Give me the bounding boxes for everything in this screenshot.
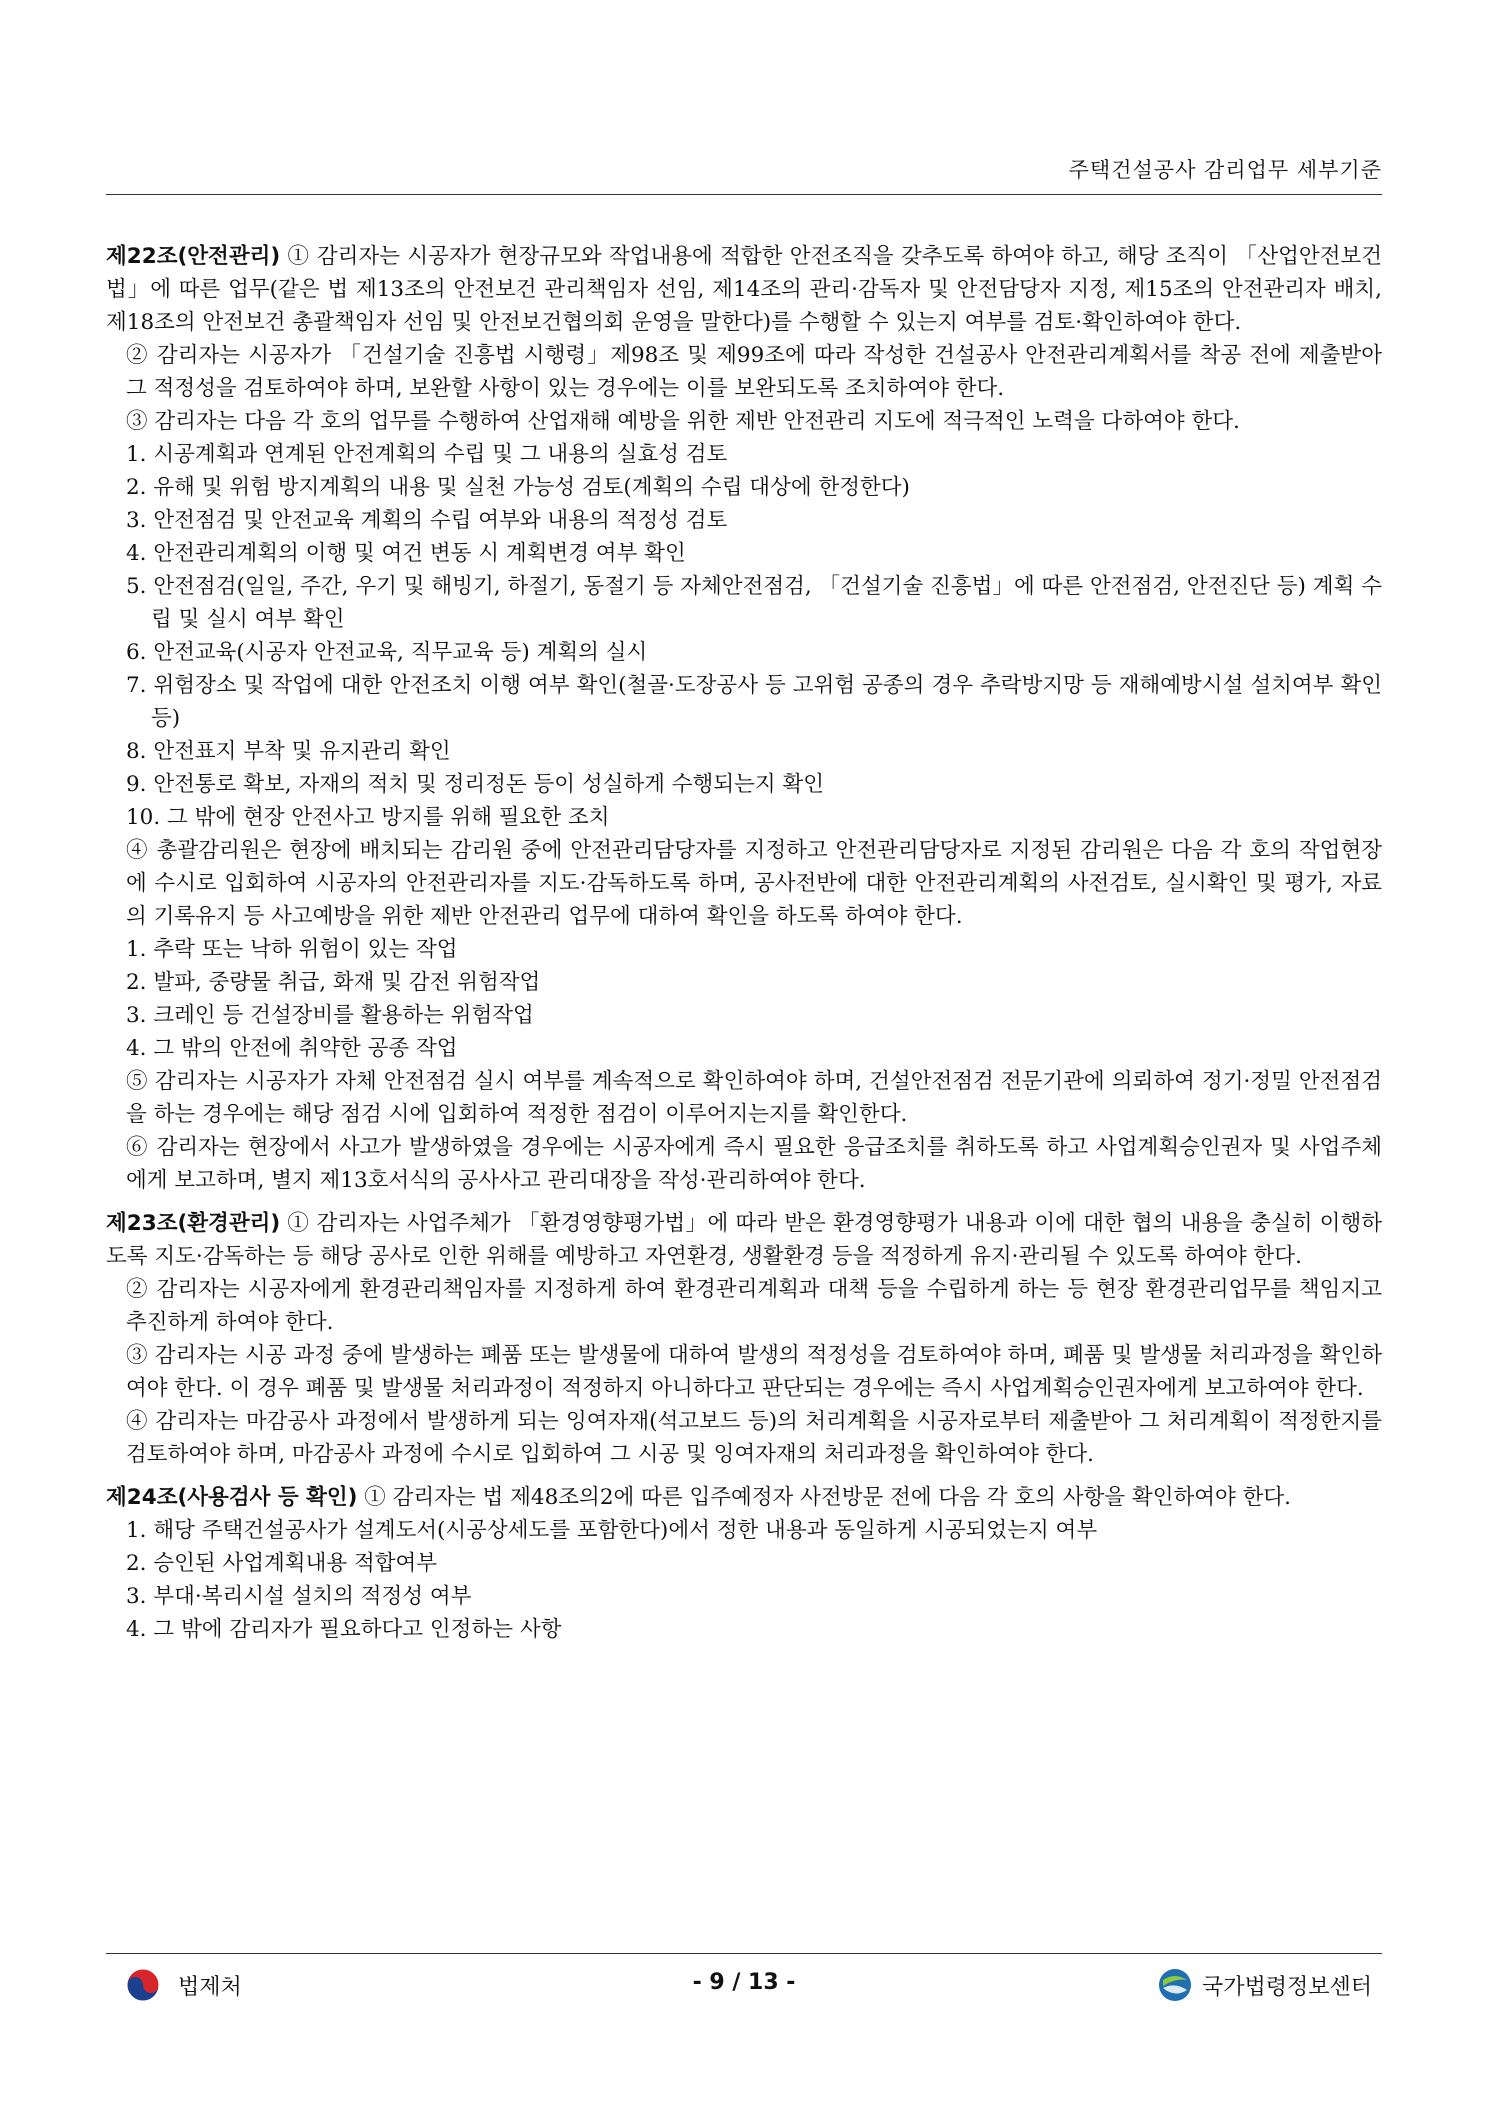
list-item: 3. 부대·복리시설 설치의 적정성 여부 — [126, 1584, 472, 1609]
sub-paragraph: ③ 감리자는 시공 과정 중에 발생하는 폐품 또는 발생물에 대하여 발생의 적정성을 검토하여야 하며, 폐품 및 발생물 처리과정을 확인하여야 한다. 이 경우 폐품 및 발생물 처리과정이 적정하지 아니하다고 판단되는 경우에는 즉시 사업계획승인권자에게 보고하여야 한다. — [126, 1343, 1382, 1401]
sub-paragraph: ⑥ 감리자는 현장에서 사고가 발생하였을 경우에는 시공자에게 즉시 필요한 응급조치를 취하도록 하고 사업계획승인권자 및 사업주체에게 보고하며, 별지 제13호서식의 공사사고 관리대장을 작성·관리하여야 한다. — [126, 1135, 1382, 1193]
list-item: 3. 크레인 등 건설장비를 활용하는 위험작업 — [126, 1003, 534, 1028]
article-lead-text: ① 감리자는 법 제48조의2에 따른 입주예정자 사전방문 전에 다음 각 호의 사항을 확인하여야 한다. — [357, 1485, 1291, 1510]
list-item: 2. 유해 및 위험 방지계획의 내용 및 실천 가능성 검토(계획의 수립 대상에 한정한다) — [126, 475, 910, 500]
list-item: 8. 안전표지 부착 및 유지관리 확인 — [126, 739, 451, 764]
sub-paragraph: ② 감리자는 시공자가 「건설기술 진흥법 시행령」제98조 및 제99조에 따라 작성한 건설공사 안전관리계획서를 착공 전에 제출받아 그 적정성을 검토하여야 하며, 보완할 사항이 있는 경우에는 이를 보완되도록 조치하여야 한다. — [126, 343, 1382, 401]
list-item: 4. 그 밖의 안전에 취약한 공종 작업 — [126, 1036, 458, 1061]
article-lead-text: ① 감리자는 시공자가 현장규모와 작업내용에 적합한 안전조직을 갖추도록 하여야 하고, 해당 조직이 「산업안전보건법」에 따른 업무(같은 법 제13조의 안전보건 관리책임자 선임, 제14조의 관리·감독자 및 안전담당자 지정, 제15조의 안전관리자 배치, 제18조의 안전보건 총괄책임자 선임 및 안전보건협의회 운영을 말한다)를 수행할 수 있는지 여부를 검토·확인하여야 한다. — [106, 244, 1382, 335]
list-item: 10. 그 밖에 현장 안전사고 방지를 위해 필요한 조치 — [126, 805, 610, 830]
footer-right — [1158, 1968, 1372, 2002]
list-item: 6. 안전교육(시공자 안전교육, 직무교육 등) 계획의 실시 — [126, 640, 648, 665]
list-item: 1. 추락 또는 낙하 위험이 있는 작업 — [126, 937, 458, 962]
article-paragraph — [106, 1481, 1382, 1514]
list-item: 1. 해당 주택건설공사가 설계도서(시공상세도를 포함한다)에서 정한 내용과 동일하게 시공되었는지 여부 — [126, 1518, 1098, 1543]
sub-paragraph: ④ 감리자는 마감공사 과정에서 발생하게 되는 잉여자재(석고보드 등)의 처리계획을 시공자로부터 제출받아 그 처리계획이 적정한지를 검토하여야 하며, 마감공사 과정에 수시로 입회하여 그 시공 및 잉여자재의 처리과정을 확인하여야 한다. — [126, 1409, 1382, 1467]
header-divider — [106, 194, 1382, 195]
footer-divider — [106, 1953, 1382, 1954]
list-item: 2. 발파, 중량물 취급, 화재 및 감전 위험작업 — [126, 970, 541, 995]
footer-center-label: 국가법령정보센터 — [1201, 1974, 1372, 2000]
article-heading: 제22조(안전관리) — [106, 244, 281, 269]
sub-paragraph: ② 감리자는 시공자에게 환경관리책임자를 지정하게 하여 환경관리계획과 대책 등을 수립하게 하는 등 현장 환경관리업무를 책임지고 추진하게 하여야 한다. — [126, 1277, 1382, 1335]
document-body — [106, 240, 1382, 1646]
footer-org-label: 법제처 — [178, 1974, 242, 2000]
list-item: 7. 위험장소 및 작업에 대한 안전조치 이행 여부 확인(철골·도장공사 등 고위험 공종의 경우 추락방지망 등 재해예방시설 설치여부 확인 등) — [126, 673, 1382, 731]
list-item: 4. 그 밖에 감리자가 필요하다고 인정하는 사항 — [126, 1617, 562, 1642]
list-item: 1. 시공계획과 연계된 안전계획의 수립 및 그 내용의 실효성 검토 — [126, 442, 728, 467]
article-lead-text: ① 감리자는 사업주체가 「환경영향평가법」에 따라 받은 환경영향평가 내용과 이에 대한 협의 내용을 충실히 이행하도록 지도·감독하는 등 해당 공사로 인한 위해를 예방하고 자연환경, 생활환경 등을 적정하게 유지·관리될 수 있도록 하여야 한다. — [106, 1211, 1382, 1269]
article-heading: 제24조(사용검사 등 확인) — [106, 1485, 358, 1510]
footer — [106, 1968, 1382, 2008]
law-center-logo-icon — [1158, 1968, 1192, 2002]
article-paragraph — [106, 1207, 1382, 1273]
list-item: 9. 안전통로 확보, 자재의 적치 및 정리정돈 등이 성실하게 수행되는지 확인 — [126, 772, 824, 797]
list-item: 4. 안전관리계획의 이행 및 여건 변동 시 계획변경 여부 확인 — [126, 541, 686, 566]
sub-paragraph: ③ 감리자는 다음 각 호의 업무를 수행하여 산업재해 예방을 위한 제반 안전관리 지도에 적극적인 노력을 다하여야 한다. — [126, 409, 1240, 434]
article-heading: 제23조(환경관리) — [106, 1211, 281, 1236]
list-item: 3. 안전점검 및 안전교육 계획의 수립 여부와 내용의 적정성 검토 — [126, 508, 728, 533]
article-paragraph — [106, 240, 1382, 339]
header-title: 주택건설공사 감리업무 세부기준 — [1068, 158, 1382, 182]
list-item: 5. 안전점검(일일, 주간, 우기 및 해빙기, 하절기, 동절기 등 자체안전점검, 「건설기술 진흥법」에 따른 안전점검, 안전진단 등) 계획 수립 및 실시 여부 확인 — [126, 574, 1382, 632]
list-item: 2. 승인된 사업계획내용 적합여부 — [126, 1551, 438, 1576]
sub-paragraph: ④ 총괄감리원은 현장에 배치되는 감리원 중에 안전관리담당자를 지정하고 안전관리담당자로 지정된 감리원은 다음 각 호의 작업현장에 수시로 입회하여 시공자의 안전관리자를 지도·감독하도록 하며, 공사전반에 대한 안전관리계획의 사전검토, 실시확인 및 평가, 자료의 기록유지 등 사고예방을 위한 제반 안전관리 업무에 대하여 확인을 하도록 하여야 한다. — [126, 838, 1382, 929]
page-number: - 9 / 13 - — [692, 1970, 796, 1995]
sub-paragraph: ⑤ 감리자는 시공자가 자체 안전점검 실시 여부를 계속적으로 확인하여야 하며, 건설안전점검 전문기관에 의뢰하여 정기·정밀 안전점검을 하는 경우에는 해당 점검 시에 입회하여 적정한 점검이 이루어지는지를 확인한다. — [126, 1069, 1382, 1127]
